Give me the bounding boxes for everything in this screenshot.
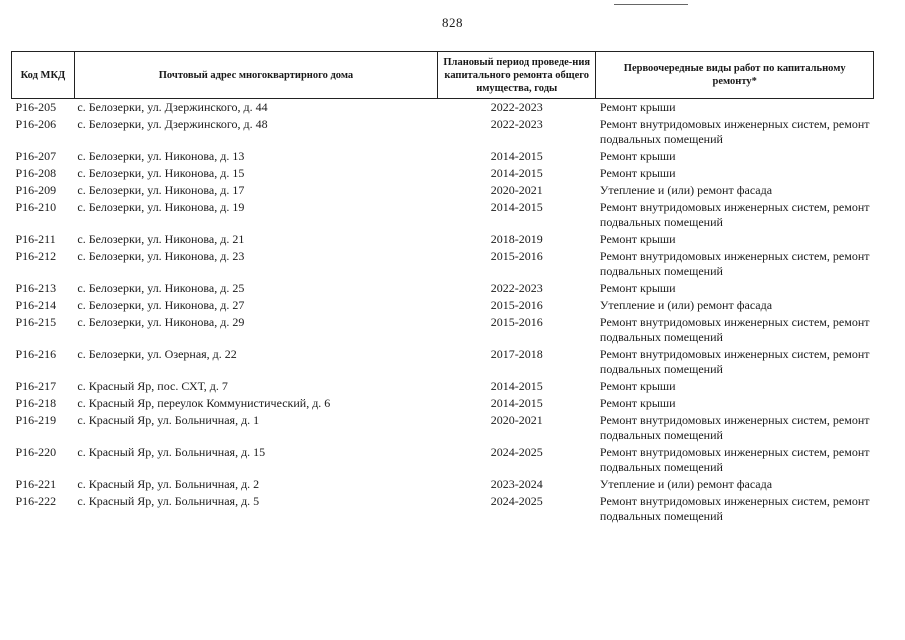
table-header xyxy=(12,52,874,99)
row-period: 2018-2019 xyxy=(490,232,543,246)
row-period: 2020-2021 xyxy=(490,413,543,427)
row-address: с. Красный Яр, ул. Больничная, д. 2 xyxy=(77,477,260,491)
row-period: 2014-2015 xyxy=(490,166,543,180)
row-code: P16-212 xyxy=(15,249,57,263)
row-period: 2014-2015 xyxy=(490,396,543,410)
row-code: P16-214 xyxy=(15,298,57,312)
row-period: 2014-2015 xyxy=(490,149,543,163)
row-work: Ремонт внутридомовых инженерных систем, ремонт подвальных помещений xyxy=(599,249,870,278)
row-period: 2024-2025 xyxy=(490,445,543,459)
table-row xyxy=(12,395,874,412)
row-work: Ремонт внутридомовых инженерных систем, ремонт подвальных помещений xyxy=(599,117,870,146)
row-address: с. Белозерки, ул. Никонова, д. 25 xyxy=(77,281,245,295)
table-row xyxy=(12,297,874,314)
table-row xyxy=(12,493,874,525)
capital-repair-table xyxy=(11,51,874,525)
row-work: Утепление и (или) ремонт фасада xyxy=(599,298,773,312)
row-address: с. Белозерки, ул. Никонова, д. 21 xyxy=(77,232,245,246)
row-work: Ремонт внутридомовых инженерных систем, ремонт подвальных помещений xyxy=(599,494,870,523)
row-address: с. Белозерки, ул. Никонова, д. 13 xyxy=(77,149,245,163)
row-code: P16-216 xyxy=(15,347,57,361)
row-code: P16-209 xyxy=(15,183,57,197)
row-work: Утепление и (или) ремонт фасада xyxy=(599,183,773,197)
row-address: с. Белозерки, ул. Никонова, д. 17 xyxy=(77,183,245,197)
row-period: 2015-2016 xyxy=(490,315,543,329)
row-address: с. Белозерки, ул. Никонова, д. 19 xyxy=(77,200,245,214)
table-row xyxy=(12,346,874,378)
row-period: 2023-2024 xyxy=(490,477,543,491)
row-address: с. Белозерки, ул. Никонова, д. 23 xyxy=(77,249,245,263)
row-code: P16-218 xyxy=(15,396,57,410)
table-row xyxy=(12,165,874,182)
row-code: P16-215 xyxy=(15,315,57,329)
row-address: с. Красный Яр, ул. Больничная, д. 5 xyxy=(77,494,260,508)
row-work: Ремонт крыши xyxy=(599,100,676,114)
row-period: 2014-2015 xyxy=(490,200,543,214)
row-work: Ремонт внутридомовых инженерных систем, ремонт подвальных помещений xyxy=(599,315,870,344)
page-number: 828 xyxy=(442,15,463,30)
row-period: 2022-2023 xyxy=(490,281,543,295)
row-address: с. Белозерки, ул. Никонова, д. 27 xyxy=(77,298,245,312)
row-work: Ремонт внутридомовых инженерных систем, ремонт подвальных помещений xyxy=(599,413,870,442)
table-body xyxy=(12,99,874,526)
row-address: с. Красный Яр, ул. Больничная, д. 15 xyxy=(77,445,266,459)
table-row xyxy=(12,314,874,346)
row-work: Ремонт внутридомовых инженерных систем, ремонт подвальных помещений xyxy=(599,445,870,474)
row-work: Утепление и (или) ремонт фасада xyxy=(599,477,773,491)
table-row xyxy=(12,116,874,148)
table-row xyxy=(12,444,874,476)
row-code: P16-205 xyxy=(15,100,57,114)
header-address: Почтовый адрес многоквартирного дома xyxy=(74,52,437,99)
scan-mark-line xyxy=(614,4,688,5)
row-code: P16-208 xyxy=(15,166,57,180)
row-period: 2014-2015 xyxy=(490,379,543,393)
row-work: Ремонт крыши xyxy=(599,281,676,295)
table-row xyxy=(12,231,874,248)
row-code: P16-211 xyxy=(15,232,56,246)
row-address: с. Красный Яр, ул. Больничная, д. 1 xyxy=(77,413,260,427)
row-code: P16-206 xyxy=(15,117,57,131)
row-work: Ремонт крыши xyxy=(599,232,676,246)
row-work: Ремонт внутридомовых инженерных систем, ремонт подвальных помещений xyxy=(599,200,870,229)
table-row xyxy=(12,148,874,165)
row-code: P16-221 xyxy=(15,477,57,491)
row-period: 2022-2023 xyxy=(490,117,543,131)
row-address: с. Белозерки, ул. Дзержинского, д. 48 xyxy=(77,117,268,131)
header-period: Плановый период проведе-ния капитального ремонта общего имущества, годы xyxy=(438,52,596,99)
row-address: с. Белозерки, ул. Никонова, д. 15 xyxy=(77,166,245,180)
row-address: с. Белозерки, ул. Никонова, д. 29 xyxy=(77,315,245,329)
table-row xyxy=(12,199,874,231)
row-code: P16-213 xyxy=(15,281,57,295)
row-code: P16-210 xyxy=(15,200,57,214)
row-address: с. Красный Яр, переулок Коммунистический, д. 6 xyxy=(77,396,331,410)
row-work: Ремонт крыши xyxy=(599,379,676,393)
row-code: P16-222 xyxy=(15,494,57,508)
table-row xyxy=(12,99,874,117)
row-code: P16-207 xyxy=(15,149,57,163)
row-period: 2020-2021 xyxy=(490,183,543,197)
row-work: Ремонт крыши xyxy=(599,149,676,163)
header-row xyxy=(12,52,874,99)
table-row xyxy=(12,412,874,444)
row-period: 2015-2016 xyxy=(490,249,543,263)
row-period: 2017-2018 xyxy=(490,347,543,361)
row-code: P16-219 xyxy=(15,413,57,427)
table-row xyxy=(12,280,874,297)
row-code: P16-217 xyxy=(15,379,57,393)
row-address: с. Белозерки, ул. Озерная, д. 22 xyxy=(77,347,237,361)
row-period: 2024-2025 xyxy=(490,494,543,508)
table-row xyxy=(12,378,874,395)
table-row xyxy=(12,476,874,493)
row-address: с. Красный Яр, пос. СХТ, д. 7 xyxy=(77,379,228,393)
row-work: Ремонт крыши xyxy=(599,396,676,410)
table-row xyxy=(12,182,874,199)
row-code: P16-220 xyxy=(15,445,57,459)
row-period: 2015-2016 xyxy=(490,298,543,312)
row-work: Ремонт внутридомовых инженерных систем, ремонт подвальных помещений xyxy=(599,347,870,376)
header-work: Первоочередные виды работ по капитальному ремонту* xyxy=(596,52,874,99)
table-row xyxy=(12,248,874,280)
row-period: 2022-2023 xyxy=(490,100,543,114)
row-address: с. Белозерки, ул. Дзержинского, д. 44 xyxy=(77,100,268,114)
header-code: Код МКД xyxy=(12,52,75,99)
row-work: Ремонт крыши xyxy=(599,166,676,180)
